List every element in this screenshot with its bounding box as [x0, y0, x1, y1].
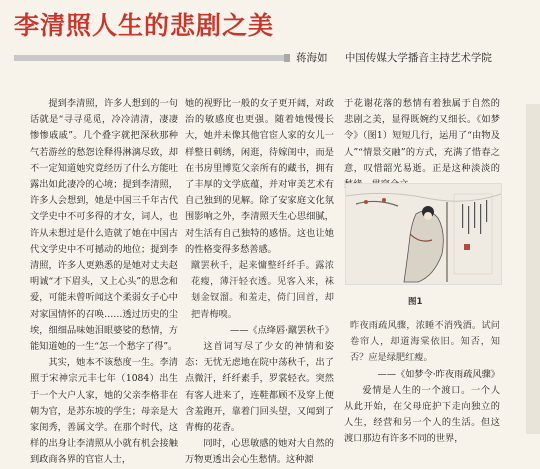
figure-painting — [345, 183, 502, 285]
column-3 — [344, 96, 500, 193]
painting-illustration — [346, 184, 501, 284]
poem-source: ——《点绛唇·蹴罢秋千》 — [230, 324, 334, 336]
poem-text: 蹴罢秋千，起来慵整纤纤手。露浓花瘦，薄汗轻衣透。见客入来，袜刬金钗溜。和羞走，倚门回首，却把青梅嗅。 — [191, 260, 334, 320]
paragraph: 提到李清照，许多人想到的一句话就是“寻寻觅觅，冷冷清清，凄凄惨惨戚戚”。几个叠字就把深秋那种气若游丝的愁怨诠释得淋漓尽致，却不一定知道她究竟经历了什么方能吐露出如此凄冷的心境；提到李清照，许多人会想到，她是中国三千年古代文学史中不可多得的才女，词人，也许从未想过是什么造就了她在中国古代文学史中不可撼动的地位；提到李清照，许多人更熟悉的是她对丈夫赵明诚“才下眉头，又上心头”的思念和爱，可能未曾听闻这个柔弱女子心中对家国情怀的召唤……透过历史的尘埃，细细品味她泪眼婆娑的愁情，方能知道她的一生“怎一个愁字了得”。 — [30, 98, 178, 353]
poem-source: ——《如梦令·昨夜雨疏风骤》 — [377, 368, 500, 380]
paragraph: 其实，她本不该愁度一生。李清照于宋神宗元丰七年（1084）出生于一个大户人家，她的父亲李格非在朝为官，是苏东坡的学生；母亲是大家闺秀，善属文学。在那个时代，这样的出身让李清照从小就有机会接触到政商各界的官宦人士， — [30, 357, 178, 466]
author-name: 蒋海如 — [296, 52, 328, 64]
page-edge-strip — [526, 104, 540, 434]
paragraph: 她的视野比一般的女子更开阔，对政治的敏感度也更强。随着她慢慢长大，她并未像其他官宦人家的女儿一样整日刺绣，闲逛，待嫁闺中，而是在书房里博览父亲所有的藏书，拥有了丰厚的文学底蕴，并对审美艺术有自己独到的见解。除了安家庭文化氛围影响之外，李清照天生心思细腻，对生活有自己独特的感悟。这也让她的性格变得多愁善感。 — [185, 98, 334, 255]
page-title: 李清照人生的悲剧之美 — [14, 11, 275, 40]
paragraph: 爱情是人生的一个渡口。一个人从此开始，在父母庇护下走向独立的人生，经营和另一个人的生活。但这渡口那边有许多不同的世界， — [344, 384, 500, 445]
paragraph: 同时，心思敏感的她对大自然的万物更透出会心生愁情。这种源 — [185, 438, 334, 466]
byline — [296, 50, 492, 65]
poem-text: 昨夜雨疏风骤，浓睡不消残酒。试问卷帘人，却道海棠依旧。知否，知否？应是绿肥红瘦。 — [350, 320, 500, 364]
figure-caption: 图1 — [408, 297, 423, 307]
column-3-lower — [344, 318, 500, 448]
author-affiliation: 中国传媒大学播音主持艺术学院 — [344, 52, 492, 64]
paragraph: 这首词写尽了少女的神情和姿态：无忧无虑地在院中荡秋千，出了点微汗，纤纤素手，罗裳轻衣。突然有客人进来了，连鞋都顾不及穿上便含羞跑开，靠着门回头望，又闻到了青梅的花香。 — [185, 341, 334, 434]
column-2 — [185, 96, 334, 469]
byline-marker — [284, 54, 290, 62]
column-1 — [30, 96, 178, 469]
byline-rule — [14, 55, 284, 61]
paragraph: 于花谢花落的愁情有着独属于自然的悲剧之美，显得既婉约又细长。《如梦令》（图1）短短几行，运用了“由物及人”“情景交融”的方式，充满了惜春之意，叹惜韶光易逝。正是这种淡淡的 — [344, 98, 500, 174]
